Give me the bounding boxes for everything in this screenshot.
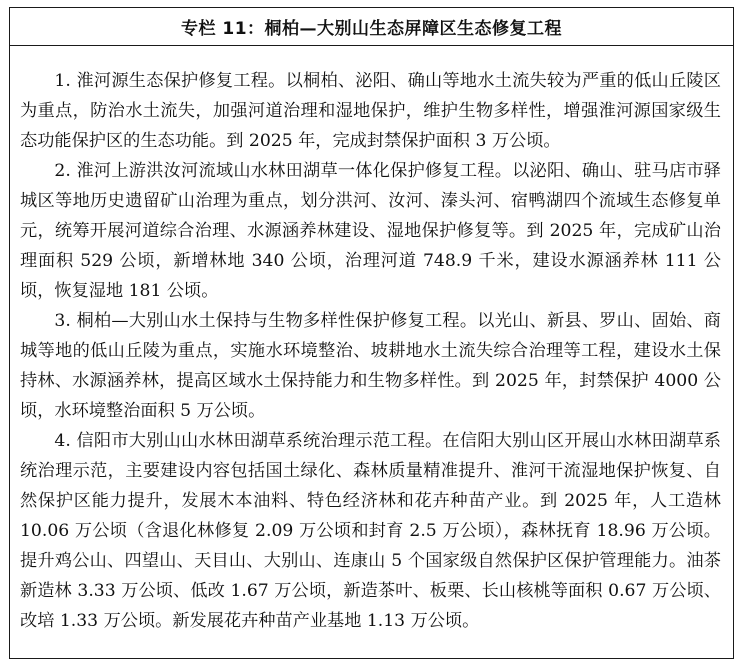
paragraph-1: 1. 淮河源生态保护修复工程。以桐柏、泌阳、确山等地水土流失较为严重的低山丘陵区为重点，防治水土流失，加强河道治理和湿地保护，维护生物多样性，增强淮河源国家级生态功能保护区的生态功能。到 2025 年，完成封禁保护面积 3 万公顷。 xyxy=(20,71,721,151)
paragraph-4: 4. 信阳市大别山山水林田湖草系统治理示范工程。在信阳大别山区开展山水林田湖草系统治理示范，主要建设内容包括国土绿化、森林质量精准提升、淮河干流湿地保护恢复、自然保护区能力提升，发展木本油料、特色经济林和花卉种苗产业。到 2025 年，人工造林 10.06 万公顷（含退化林修复 2.09 万公顷和封育 2.5 万公顷），森林抚育 18.96 万公顷。提升鸡公山、四望山、天目山、大别山、连康山 5 个国家级自然保护区保护管理能力。油茶新造林 3.33 万公顷、低改 1.67 万公顷，新造茶叶、板栗、长山核桃等面积 0.67 万公顷、改培 1.33 万公顷。新发展花卉种苗产业基地 1.13 万公顷。 xyxy=(20,431,721,631)
paragraph-2: 2. 淮河上游洪汝河流域山水林田湖草一体化保护修复工程。以泌阳、确山、驻马店市驿城区等地历史遗留矿山治理为重点，划分洪河、汝河、溱头河、宿鸭湖四个流域生态修复单元，统筹开展河道综合治理、水源涵养林建设、湿地保护修复等。到 2025 年，完成矿山治理面积 529 公顷，新增林地 340 公顷，治理河道 748.9 千米，建设水源涵养林 111 公顷，恢复湿地 181 公顷。 xyxy=(20,161,721,301)
column-title: 专栏 11：桐柏—大别山生态屏障区生态修复工程 xyxy=(10,8,733,46)
column-box xyxy=(9,7,734,659)
paragraph-3: 3. 桐柏—大别山水土保持与生物多样性保护修复工程。以光山、新县、罗山、固始、商城等地的低山丘陵为重点，实施水环境整治、坡耕地水土流失综合治理等工程，建设水土保持林、水源涵养林，提高区域水土保持能力和生物多样性。到 2025 年，封禁保护 4000 公顷，水环境整治面积 5 万公顷。 xyxy=(20,311,721,421)
column-content xyxy=(10,46,733,636)
